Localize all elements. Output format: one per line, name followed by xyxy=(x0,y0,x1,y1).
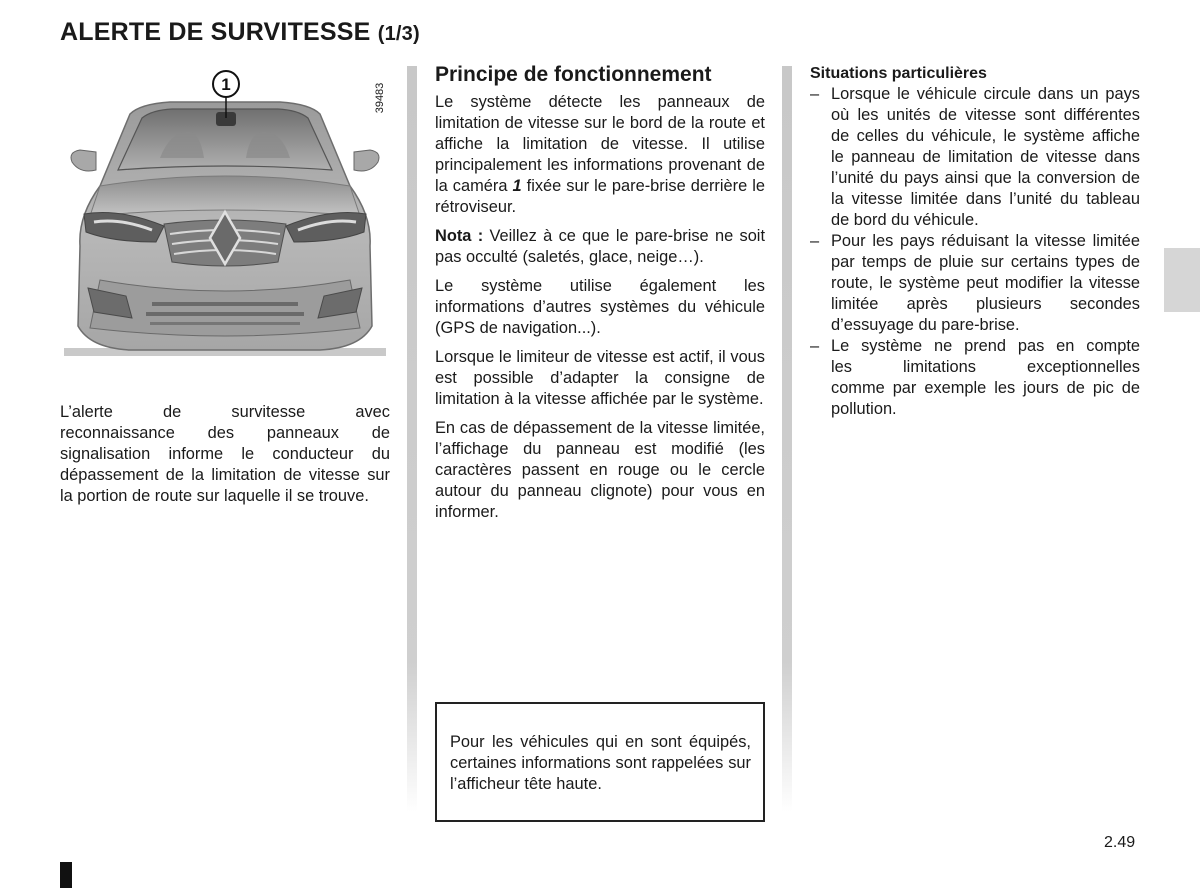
section-thumb-tab xyxy=(1164,248,1200,312)
principle-section xyxy=(435,62,765,531)
intro-text: reconnaissance des panneaux de signalisation informe le conducteur du dépassement de la limitation de vitesse sur la portion de route sur laquelle il se trouve. xyxy=(60,424,390,505)
figure-number: 39483 xyxy=(374,82,386,114)
principle-paragraph-4: En cas de dépassement de la vitesse limitée, l’affichage du panneau est modifié (les caractères passent en rouge ou le cercle autour du panneau clignote) pour vous en informer. xyxy=(435,419,765,521)
car-front-drawing xyxy=(60,66,390,366)
situations-list xyxy=(810,84,1140,420)
principle-paragraph-2: Le système utilise également les informations d’autres systèmes du véhicule (GPS de navigation...). xyxy=(435,277,765,337)
nota-paragraph: Nota : Veillez à ce que le pare-brise ne soit pas occulté (saletés, glace, neige…). xyxy=(435,227,765,266)
principle-paragraph-1: Le système détecte les panneaux de limitation de vitesse sur le bord de la route et affiche la limitation de vitesse. Il utilise principalement les informations provenant de la caméra 1 fixée sur le pare-brise derrière le rétroviseur. xyxy=(435,93,765,216)
note-text: Pour les véhicules qui en sont équipés, certaines informations sont rappelées sur l’afficheur tête haute. xyxy=(450,733,751,793)
camera-reference: 1 xyxy=(512,177,522,195)
car-front-illustration xyxy=(60,66,390,366)
crop-mark xyxy=(60,862,72,888)
list-item: – Pour les pays réduisant la vitesse limitée par temps de pluie sur certains types de route, le système peut modifier la vitesse limitée après plusieurs secondes d’essuyage du pare-brise. xyxy=(810,231,1140,336)
title-part-indicator: (1/3) xyxy=(377,23,420,45)
intro-paragraph xyxy=(60,402,390,515)
special-situations-section xyxy=(810,63,1140,420)
column-divider-left xyxy=(407,66,417,812)
situations-heading: Situations particulières xyxy=(810,65,987,82)
title-main: ALERTE DE SURVITESSE xyxy=(60,18,371,46)
principle-paragraph-3: Lorsque le limiteur de vitesse est actif, il vous est possible d’adapter la consigne de limitation à la vitesse affichée par le système. xyxy=(435,348,765,408)
page-title xyxy=(60,18,420,47)
list-item: – Lorsque le véhicule circule dans un pays où les unités de vitesse sont différentes de celles du véhicule, le système affiche le panneau de limitation de vitesse dans l’unité du pays ainsi que la conversion de la vitesse limitée dans l’unité du tableau de bord du véhicule. xyxy=(810,84,1140,231)
nota-label: Nota : xyxy=(435,227,484,245)
head-up-display-note xyxy=(435,702,765,822)
callout-number: 1 xyxy=(221,75,231,94)
principle-heading: Principe de fonctionnement xyxy=(435,63,712,86)
intro-first-line: L’alerte de survitesse avec xyxy=(60,403,390,421)
list-item: – Le système ne prend pas en compte les limitations exceptionnelles comme par exemple les jours de pic de pollution. xyxy=(810,336,1140,420)
column-divider-right xyxy=(782,66,792,812)
page-number: 2.49 xyxy=(1104,834,1136,851)
